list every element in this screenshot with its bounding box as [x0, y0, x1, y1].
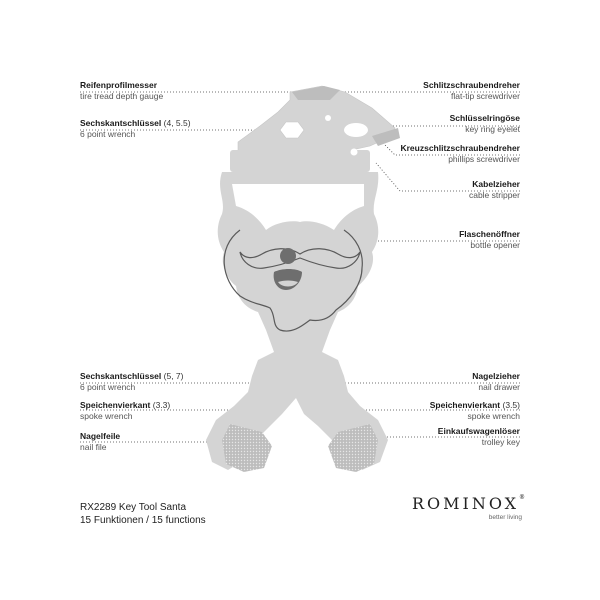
label-de: Schlüsselringöse	[449, 113, 520, 123]
label-phillips	[400, 143, 520, 165]
brand-wordmark: ROMINOX®	[411, 494, 529, 513]
label-en: phillips screwdriver	[448, 154, 520, 164]
label-en: nail drawer	[478, 382, 520, 392]
label-de: Speichenvierkant (3.3)	[80, 400, 171, 410]
brand-logo	[410, 494, 530, 521]
label-spec: (3.5)	[502, 400, 520, 410]
label-spec: (3.3)	[152, 400, 171, 410]
brand-tagline: better living	[488, 514, 522, 521]
notch-1	[325, 115, 331, 121]
label-en: tire tread depth gauge	[80, 91, 164, 101]
product-name: RX2289 Key Tool Santa	[80, 502, 187, 513]
label-de: Schlitzschraubendreher	[423, 80, 520, 90]
label-de: Kabelzieher	[472, 179, 520, 189]
hat-brim	[230, 150, 370, 172]
label-cable-stripper	[469, 179, 520, 201]
label-spec: (5, 7)	[163, 371, 184, 381]
label-en: key ring eyelet	[465, 124, 520, 134]
label-en: 6 point wrench	[80, 129, 136, 139]
label-de: Nagelzieher	[472, 371, 520, 381]
label-de: Nagelfeile	[80, 431, 121, 441]
label-de: Sechskantschlüssel (5, 7)	[80, 371, 184, 381]
label-spoke-wrench-right	[430, 400, 520, 422]
brand-reg-mark: ®	[519, 494, 529, 501]
label-bottle-opener	[459, 229, 520, 251]
label-spoke-wrench-left	[80, 400, 170, 422]
label-de: Kreuzschlitzschraubendreher	[400, 143, 520, 153]
label-flat-screwdriver	[423, 80, 520, 102]
label-en: cable stripper	[468, 190, 520, 200]
notch-2	[351, 149, 358, 156]
key-ring-hole	[344, 123, 368, 137]
label-tire-tread	[80, 80, 163, 102]
label-en: nail file	[80, 442, 107, 452]
label-en: spoke wrench	[80, 411, 133, 421]
label-de: Flaschenöffner	[459, 229, 520, 239]
label-de: Sechskantschlüssel (4, 5.5)	[80, 118, 191, 128]
label-en: flat-tip screwdriver	[451, 91, 520, 101]
label-nail-file	[80, 431, 120, 453]
label-en: trolley key	[481, 437, 520, 447]
label-en: bottle opener	[470, 240, 520, 250]
label-key-ring	[450, 113, 520, 135]
product-functions: 15 Funktionen / 15 functions	[80, 515, 206, 526]
label-de: Speichenvierkant (3.5)	[429, 400, 520, 410]
label-hex-wrench-4	[80, 118, 191, 140]
label-en: spoke wrench	[467, 411, 520, 421]
santa-tool	[206, 86, 400, 472]
label-spec: (4, 5.5)	[163, 118, 191, 128]
label-nail-drawer	[472, 371, 520, 393]
label-hex-wrench-5	[80, 371, 183, 393]
label-en: 6 point wrench	[80, 382, 136, 392]
nose	[280, 248, 296, 264]
product-info	[80, 501, 206, 527]
label-de: Reifenprofilmesser	[80, 80, 157, 90]
label-trolley-key	[438, 426, 520, 448]
label-de: Einkaufswagenlöser	[437, 426, 520, 436]
